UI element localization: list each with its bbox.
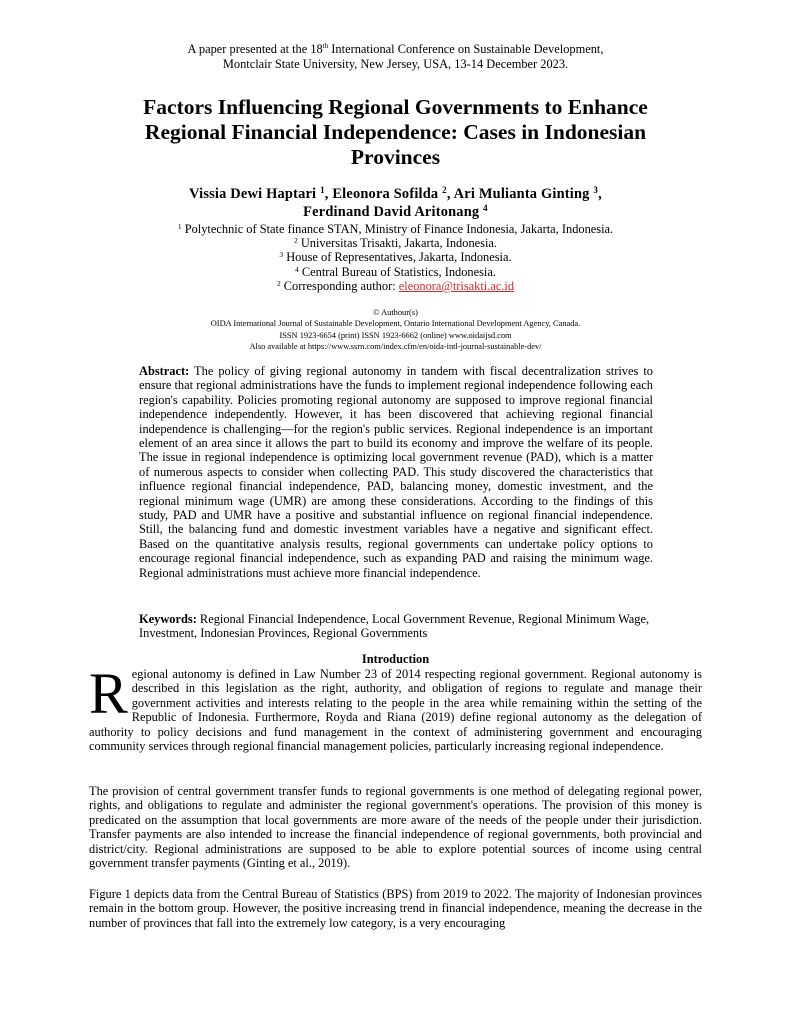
author: Vissia Dewi Haptari $^1$,: [189, 185, 333, 202]
abstract-text: The policy of giving regional autonomy in tandem with fiscal decentralization strives to ensure that regional administrations have the funds to implement regional independence following each region's capability. Policies promoting regional autonomy are supposed to improve regional financial independence independently. However, it has been discovered that achieving regional financial independence is challenging—for the region's public services. Regional independence is an important element of an area since it allows the part to build its economy and improve the welfare of its people. The issue in regional independence is optimizing local government revenue (PAD), which is a matter of numerous aspects to consider when collecting PAD. This study discovered the characteristics that influence regional financial independence, PAD, balancing money, domestic investment, and the regional minimum wage (UMR) are among these considerations. According to the findings of this study, PAD and UMR have a positive and substantial influence on regional financial independence. Still, the balancing fund and domestic investment variables have a negative and significant effect. Based on the quantitative analysis results, regional governments can undertake policy options to encourage regional financial independence, such as expanding PAD and raising the minimum wage. Regional administrations must achieve more financial independence.: [139, 364, 653, 580]
paragraph: The provision of central government transfer funds to regional governments is one method of delegating regional power, rights, and obligations to regulate and administer the regional government's operations. The provision of this money is predicated on the assumption that local governments are more aware of the needs of the people under their jurisdiction. Transfer payments are also intended to increase the financial independence of regional governments, both provincial and district/city. Regional administrations are supposed to be able to explore potential sources of income using central government transfer payments (Ginting et al., 2019).: [89, 784, 702, 871]
keywords: [139, 612, 653, 641]
availability: Also available at https://www.ssrn.com/index.cfm/en/oida-intl-journal-sustainable-dev/: [249, 341, 542, 351]
journal-info: [100, 307, 691, 352]
author: Eleonora Sofilda $^2$,: [332, 185, 454, 202]
author-list: [100, 185, 691, 221]
affiliation: $^2$ Universitas Trisakti, Jakarta, Indonesia.: [293, 236, 498, 251]
paper-title: Factors Influencing Regional Governments to Enhance Regional Financial Independence: Cases in Indonesian Provinces: [143, 95, 648, 169]
conference-line-1: A paper presented at the 18th International Conference on Sustainable Development,: [187, 42, 604, 56]
conference-header: [0, 42, 791, 71]
paragraph: Regional autonomy is defined in Law Number 23 of 2014 respecting regional government. Regional autonomy is described in this legislation as the right, authority, and obligation of regions to regulate and manage their government activities and interests relating to the people in the area while remaining within the setting of the Republic of Indonesia. Furthermore, Royda and Riana (2019) define regional autonomy as the delegation of authority to policy decisions and fund management in the context of administering government and encouraging community services through regional financial management policies, particularly increasing regional independence.: [89, 661, 702, 754]
email-link[interactable]: eleonora@trisakti.ac.id: [398, 278, 515, 293]
copyright: © Authour(s): [373, 308, 418, 317]
conference-line-2: Montclair State University, New Jersey, USA, 13-14 December 2023.: [222, 56, 569, 71]
issn: ISSN 1923-6654 (print) ISSN 1923-6662 (online) www.oidaijsd.com: [279, 330, 512, 340]
keywords-text: Regional Financial Independence, Local Government Revenue, Regional Minimum Wage, Investment, Indonesian Provinces, Regional Governments: [139, 612, 650, 641]
section-heading: Introduction: [361, 652, 430, 666]
affiliation: $^1$ Polytechnic of State finance STAN, Ministry of Finance Indonesia, Jakarta, Indonesia.: [177, 222, 614, 236]
author: Ari Mulianta Ginting $^3$,: [453, 185, 602, 202]
drop-cap: R: [89, 661, 128, 726]
abstract-label: Abstract:: [139, 364, 190, 378]
journal-name: OIDA International Journal of Sustainable Development, Ontario International Development Agency, Canada.: [210, 319, 581, 329]
corresponding-author: $^2$ Corresponding author: eleonora@trisakti.ac.id: [276, 278, 515, 293]
abstract: [139, 364, 653, 580]
affiliations: [100, 222, 691, 293]
keywords-label: Keywords:: [139, 612, 197, 626]
affiliation: $^3$ House of Representatives, Jakarta, Indonesia.: [279, 250, 512, 265]
paragraph: Figure 1 depicts data from the Central Bureau of Statistics (BPS) from 2019 to 2022. The majority of Indonesian provinces remain in the bottom group. However, the positive increasing trend in financial independence, meaning the decrease in the number of provinces that fall into the extremely low category, is a very encouraging: [89, 887, 702, 930]
author: Ferdinand David Aritonang $^4$: [303, 203, 488, 220]
affiliation: $^4$ Central Bureau of Statistics, Indonesia.: [295, 264, 496, 279]
